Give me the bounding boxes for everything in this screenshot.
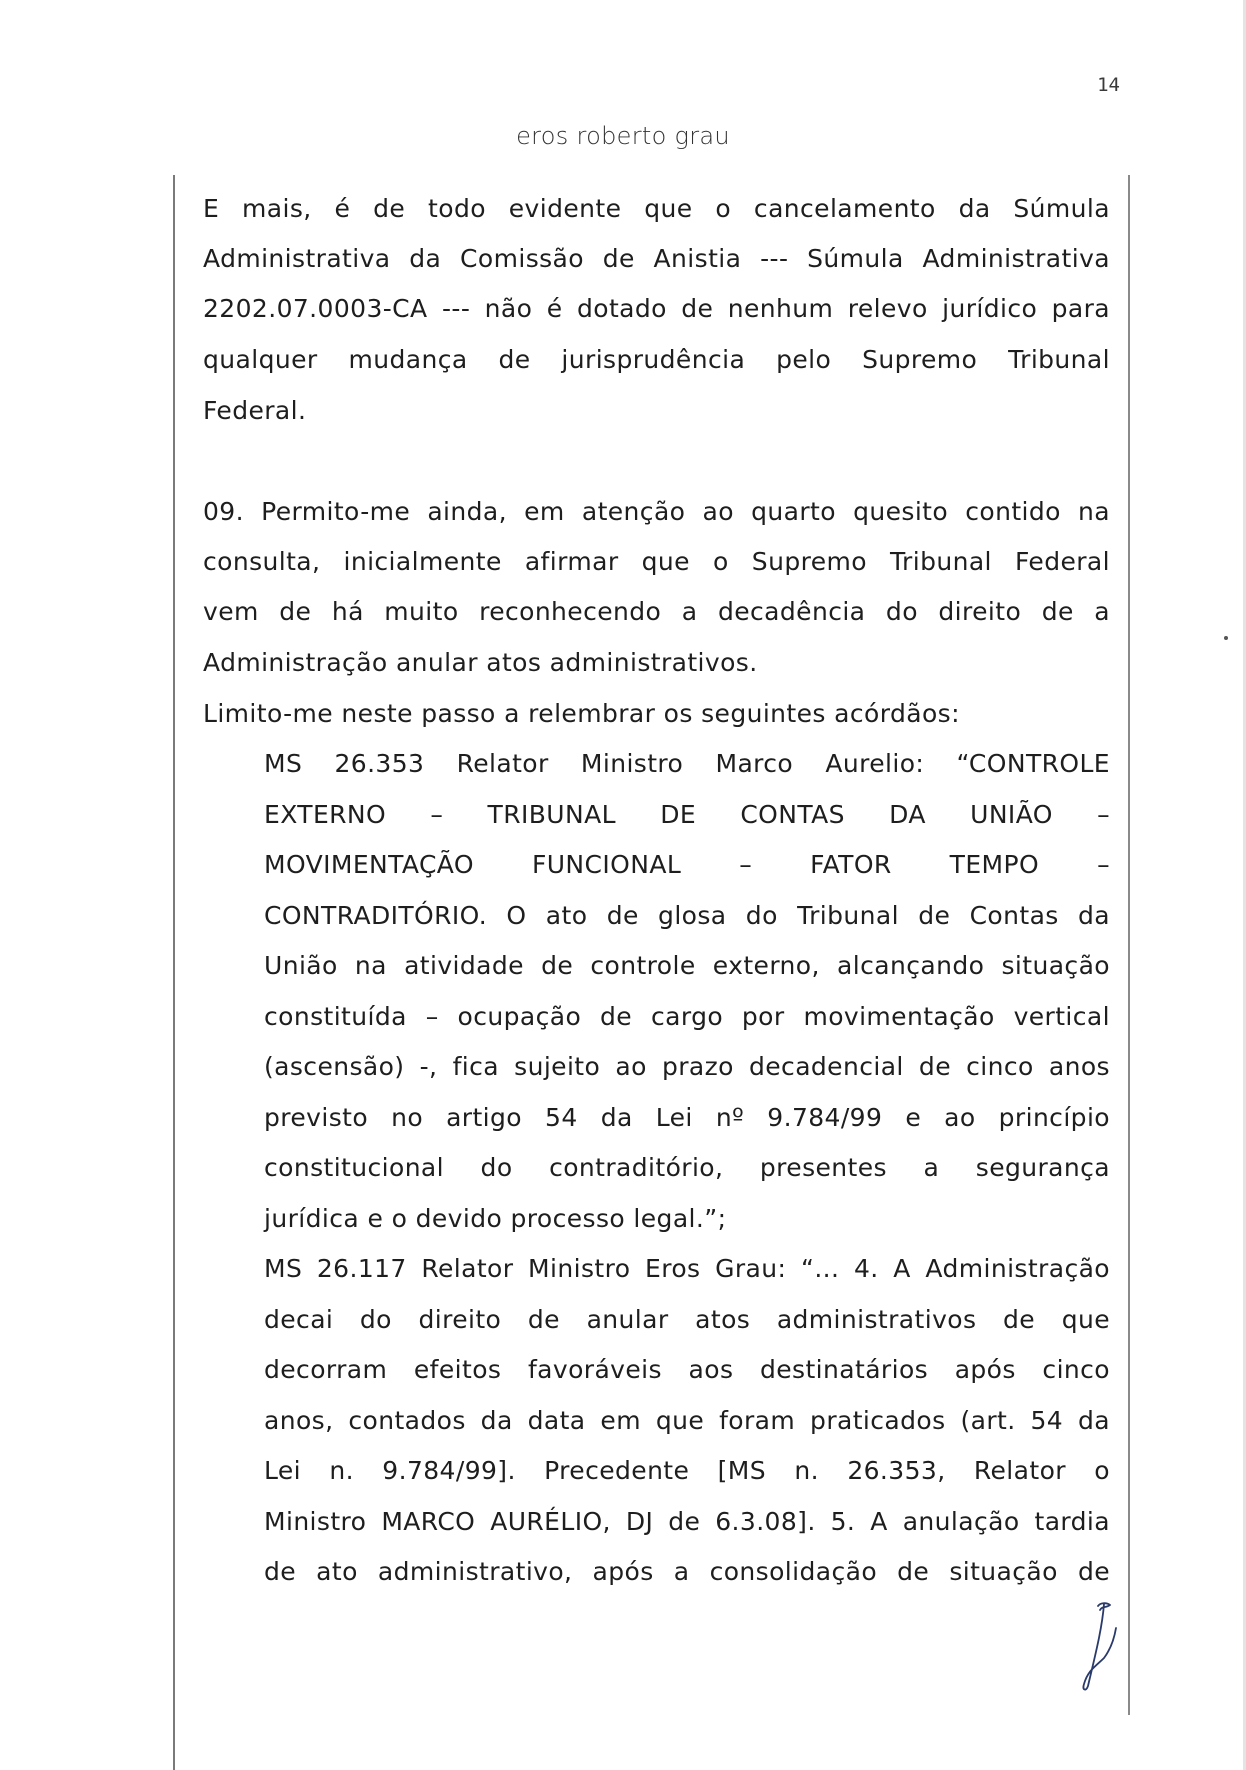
text-line: qualquer mudança de jurisprudência pelo Supremo Tribunal xyxy=(203,345,1110,374)
quote-line: MS 26.117 Relator Ministro Eros Grau: “... 4. A Administração xyxy=(264,1254,1110,1283)
quote-line: anos, contados da data em que foram praticados (art. 54 da xyxy=(264,1406,1110,1435)
text-line: Administrativa da Comissão de Anistia --- Súmula Administrativa xyxy=(203,244,1110,273)
quote-line: (ascensão) -, fica sujeito ao prazo decadencial de cinco anos xyxy=(264,1052,1110,1081)
page-number: 14 xyxy=(1097,74,1120,96)
running-header: eros roberto grau xyxy=(516,122,730,150)
quote-line: de ato administrativo, após a consolidação de situação de xyxy=(264,1557,1110,1586)
quote-line: constituída – ocupação de cargo por movimentação vertical xyxy=(264,1002,1110,1031)
quote-line: União na atividade de controle externo, alcançando situação xyxy=(264,951,1110,980)
text-line: Limito-me neste passo a relembrar os seguintes acórdãos: xyxy=(203,699,960,728)
text-line: 09. Permito-me ainda, em atenção ao quarto quesito contido na xyxy=(203,497,1110,526)
quote-line: MS 26.353 Relator Ministro Marco Aurelio: “CONTROLE xyxy=(264,749,1110,778)
quote-line: constitucional do contraditório, presentes a segurança xyxy=(264,1153,1110,1182)
quote-line: decai do direito de anular atos administrativos de que xyxy=(264,1305,1110,1334)
quote-line: jurídica e o devido processo legal.”; xyxy=(264,1204,727,1233)
quote-line: Ministro MARCO AURÉLIO, DJ de 6.3.08]. 5. A anulação tardia xyxy=(264,1507,1110,1536)
text-line: E mais, é de todo evidente que o cancelamento da Súmula xyxy=(203,194,1110,223)
text-line: Federal. xyxy=(203,396,307,425)
scan-speck xyxy=(1224,636,1228,640)
handwritten-initial-signature xyxy=(1070,1600,1130,1695)
text-line: vem de há muito reconhecendo a decadência do direito de a xyxy=(203,597,1110,626)
quote-line: previsto no artigo 54 da Lei nº 9.784/99 e ao princípio xyxy=(264,1103,1110,1132)
quote-line: decorram efeitos favoráveis aos destinatários após cinco xyxy=(264,1355,1110,1384)
quote-line: MOVIMENTAÇÃO FUNCIONAL – FATOR TEMPO – xyxy=(264,850,1110,879)
text-line: Administração anular atos administrativos. xyxy=(203,648,758,677)
text-line: consulta, inicialmente afirmar que o Supremo Tribunal Federal xyxy=(203,547,1110,576)
quote-line: CONTRADITÓRIO. O ato de glosa do Tribunal de Contas da xyxy=(264,901,1110,930)
quote-line: EXTERNO – TRIBUNAL DE CONTAS DA UNIÃO – xyxy=(264,800,1110,829)
quote-line: Lei n. 9.784/99]. Precedente [MS n. 26.353, Relator o xyxy=(264,1456,1110,1485)
text-line: 2202.07.0003-CA --- não é dotado de nenhum relevo jurídico para xyxy=(203,294,1110,323)
